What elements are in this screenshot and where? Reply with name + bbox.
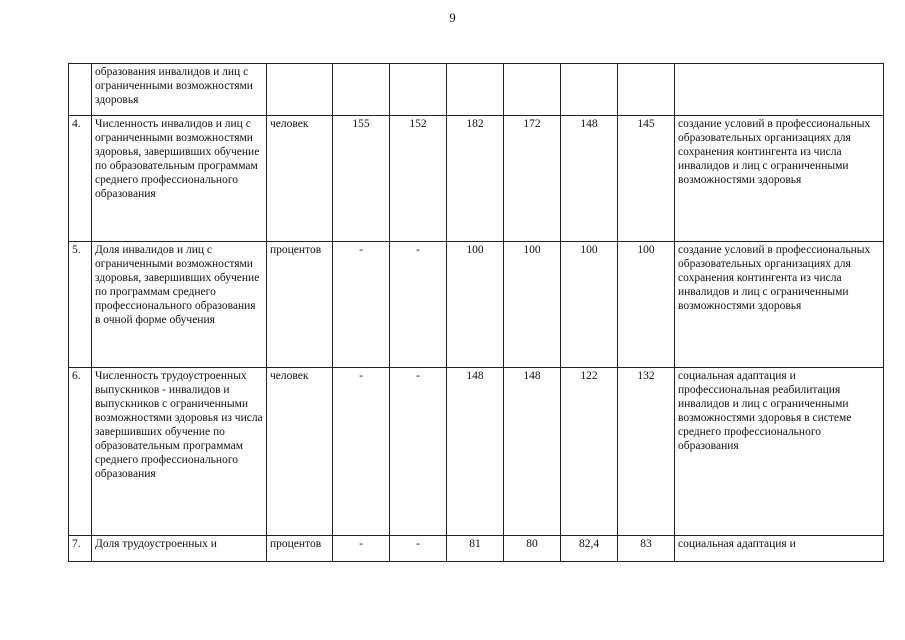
note-cell: создание условий в профессиональных образовательных организациях для сохранения контингента из числа инвалидов и лиц с ограниченными возможностями здоровья: [675, 242, 884, 368]
value-cell: -: [333, 536, 390, 562]
value-cell: [561, 64, 618, 116]
value-cell: -: [390, 242, 447, 368]
indicator-name: Доля трудоустроенных и: [92, 536, 267, 562]
table-row: [69, 116, 884, 242]
indicator-name: образования инвалидов и лиц с ограниченными возможностями здоровья: [92, 64, 267, 116]
value-cell: 100: [618, 242, 675, 368]
value-cell: [447, 64, 504, 116]
value-cell: 148: [447, 368, 504, 536]
table-row: [69, 536, 884, 562]
value-cell: 81: [447, 536, 504, 562]
table-row: [69, 368, 884, 536]
value-cell: -: [390, 536, 447, 562]
page-number: 9: [449, 10, 456, 25]
unit-cell: [267, 64, 333, 116]
indicator-name: Численность инвалидов и лиц с ограниченными возможностями здоровья, завершивших обучение по образовательным программам среднего профессионального образования: [92, 116, 267, 242]
value-cell: 122: [561, 368, 618, 536]
unit-cell: человек: [267, 368, 333, 536]
note-cell: социальная адаптация и: [675, 536, 884, 562]
value-cell: 100: [504, 242, 561, 368]
note-cell: создание условий в профессиональных образовательных организациях для сохранения контингента из числа инвалидов и лиц с ограниченными возможностями здоровья: [675, 116, 884, 242]
indicators-table: [68, 63, 884, 562]
unit-cell: процентов: [267, 536, 333, 562]
row-number: 4.: [69, 116, 92, 242]
indicator-name: Доля инвалидов и лиц с ограниченными возможностями здоровья, завершивших обучение по программам среднего профессионального образования в очной форме обучения: [92, 242, 267, 368]
value-cell: -: [333, 242, 390, 368]
row-number: [69, 64, 92, 116]
value-cell: 148: [504, 368, 561, 536]
value-cell: 152: [390, 116, 447, 242]
value-cell: 80: [504, 536, 561, 562]
row-number: 6.: [69, 368, 92, 536]
value-cell: 100: [561, 242, 618, 368]
indicator-name: Численность трудоустроенных выпускников - инвалидов и выпускников с ограниченными возможностями здоровья из числа завершивших обучение по образовательным программам среднего профессионального образования: [92, 368, 267, 536]
row-number: 5.: [69, 242, 92, 368]
note-cell: [675, 64, 884, 116]
value-cell: 145: [618, 116, 675, 242]
row-number: 7.: [69, 536, 92, 562]
value-cell: [504, 64, 561, 116]
value-cell: 83: [618, 536, 675, 562]
unit-cell: процентов: [267, 242, 333, 368]
note-cell: социальная адаптация и профессиональная реабилитация инвалидов и лиц с ограниченными возможностями здоровья в системе среднего профессионального образования: [675, 368, 884, 536]
value-cell: 172: [504, 116, 561, 242]
table-row: [69, 242, 884, 368]
value-cell: [618, 64, 675, 116]
value-cell: [390, 64, 447, 116]
value-cell: 82,4: [561, 536, 618, 562]
value-cell: 132: [618, 368, 675, 536]
value-cell: 148: [561, 116, 618, 242]
unit-cell: человек: [267, 116, 333, 242]
value-cell: 155: [333, 116, 390, 242]
value-cell: 100: [447, 242, 504, 368]
value-cell: -: [390, 368, 447, 536]
value-cell: -: [333, 368, 390, 536]
value-cell: [333, 64, 390, 116]
value-cell: 182: [447, 116, 504, 242]
table-row: [69, 64, 884, 116]
